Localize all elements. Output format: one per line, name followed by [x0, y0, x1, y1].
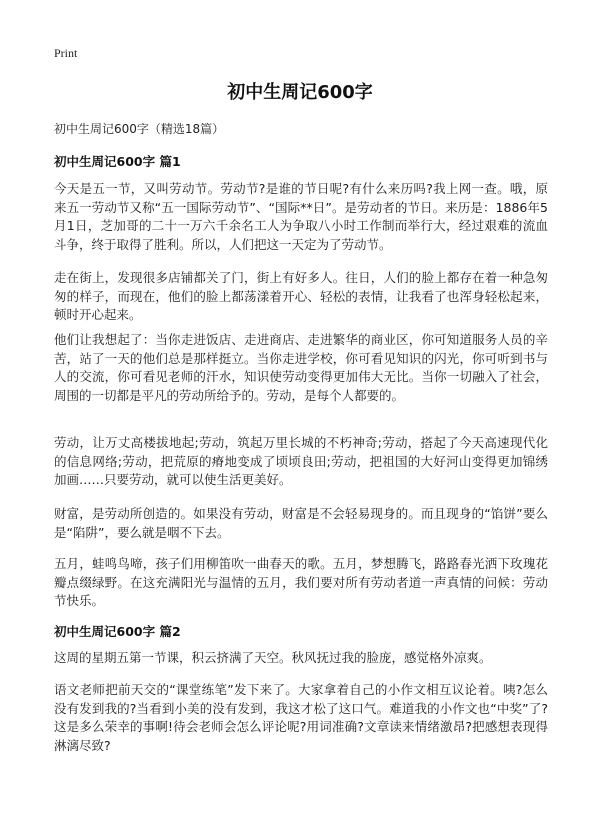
- section-heading-2: 初中生周记600字 篇2: [54, 624, 181, 639]
- paragraph-1-5: 财富，是劳动所创造的。如果没有劳动，财富是不会轻易现身的。而且现身的“馅饼”要么是“陷阱”，要么就是咽不下去。: [54, 506, 548, 540]
- paragraph-2-2: 语文老师把前天交的“课堂练笔”发下来了。大家拿着自己的小作文相互议论着。咦?怎么没有发到我的?当看到小美的没有发到，我这才松了这口气。难道我的小作文也“中奖”了?这是多么荣幸的事啊!待会老师会怎么评论呢?用词准确?文章读来情绪激昂?把感想表现得淋漓尽致?: [54, 682, 548, 753]
- paragraph-1-2: 走在街上，发现很多店铺都关了门，街上有好多人。往日，人们的脸上都存在着一种急匆匆的样子，而现在，他们的脸上都荡漾着开心、轻松的表情，让我看了也浑身轻松起来，顿时开心起来。: [54, 270, 548, 322]
- document-subtitle: 初中生周记600字（精选18篇）: [54, 122, 225, 136]
- paragraph-2-1: 这周的星期五第一节课，积云挤满了天空。秋风抚过我的脸庞，感觉格外凉爽。: [54, 650, 492, 665]
- paragraph-1-4: 劳动，让万丈高楼拔地起;劳动，筑起万里长城的不朽神奇;劳动，搭起了今天高速现代化的信息网络;劳动，把荒原的瘠地变成了顷顷良田;劳动，把祖国的大好河山变得更加锦绣加画……只要劳动，就可以使生活更美好。: [54, 435, 548, 487]
- section-heading-1: 初中生周记600字 篇1: [54, 154, 181, 169]
- print-link[interactable]: Print: [54, 46, 78, 60]
- paragraph-1-1: 今天是五一节，又叫劳动节。劳动节?是谁的节日呢?有什么来历吗?我上网一查。哦，原来五一劳动节又称“五一国际劳动节”、“国际**日”。是劳动者的节日。来历是：1886年5月1日，芝加哥的二十一万六千余名工人为争取八小时工作制而举行大，经过艰难的流血斗争，终于取得了胜利。所以，人们把这一天定为了劳动节。: [54, 181, 548, 252]
- paragraph-1-3: 他们让我想起了：当你走进饭店、走进商店、走进繁华的商业区，你可知道服务人员的辛苦，站了一天的他们总是那样挺立。当你走进学校，你可看见知识的闪光，你可听到书与人的交流，你可看见老师的汗水，知识使劳动变得更加伟大无比。当你一切融入了社会，周围的一切都是平凡的劳动所给予的。劳动，是每个人都要的。: [54, 332, 548, 403]
- paragraph-1-6: 五月，蛙鸣鸟啼，孩子们用柳笛吹一曲春天的歌。五月，梦想腾飞，路路春光洒下玫瑰花瓣点缀绿野。在这充满阳光与温情的五月，我们要对所有劳动者道一声真情的问候：劳动节快乐。: [54, 556, 548, 608]
- page-title: 初中生周记600字: [227, 82, 373, 103]
